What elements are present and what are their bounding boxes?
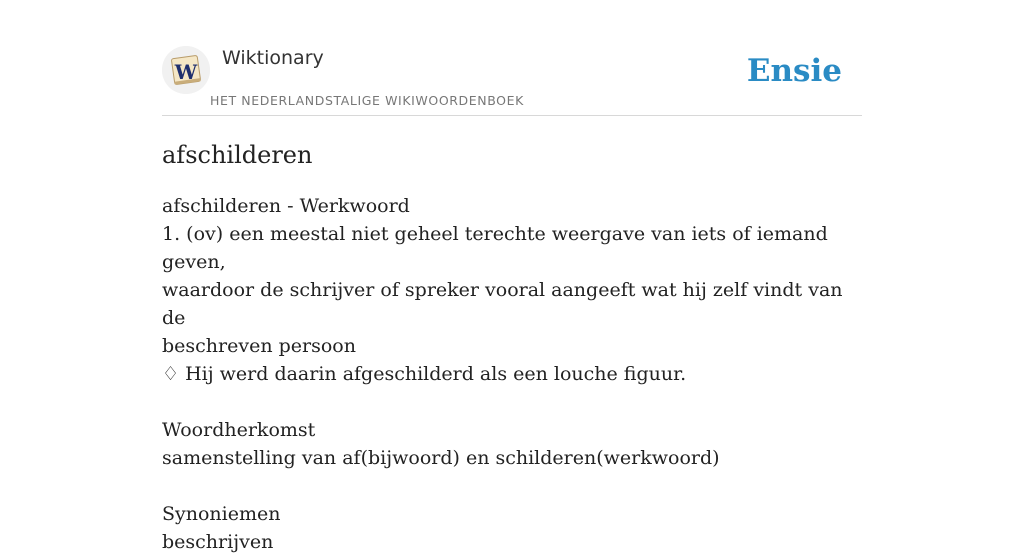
etymology-text: samenstelling van af(bijwoord) en schilderen(werkwoord) bbox=[162, 447, 720, 469]
site-header bbox=[162, 46, 862, 116]
svg-text:W: W bbox=[174, 60, 198, 84]
synonyms-text: beschrijven bbox=[162, 531, 274, 553]
synonyms-heading: Synoniemen bbox=[162, 503, 281, 525]
site-subtitle: HET NEDERLANDSTALIGE WIKIWOORDENBOEK bbox=[210, 93, 524, 108]
page-title: afschilderen bbox=[162, 141, 313, 169]
wiktionary-logo-icon[interactable] bbox=[162, 46, 210, 94]
spacer bbox=[162, 472, 862, 500]
ensie-brand-link[interactable]: Ensie bbox=[746, 53, 842, 89]
entry-heading: afschilderen - Werkwoord bbox=[162, 195, 410, 217]
spacer bbox=[162, 388, 862, 416]
etymology-heading: Woordherkomst bbox=[162, 419, 316, 441]
entry-content bbox=[162, 192, 862, 556]
example-sentence: ♢ Hij werd daarin afgeschilderd als een louche figuur. bbox=[162, 363, 687, 385]
site-name[interactable]: Wiktionary bbox=[222, 47, 324, 69]
definition-line: 1. (ov) een meestal niet geheel terechte weergave van iets of iemand geven, bbox=[162, 223, 828, 273]
definition-line: beschreven persoon bbox=[162, 335, 356, 357]
definition-line: waardoor de schrijver of spreker vooral aangeeft wat hij zelf vindt van de bbox=[162, 279, 843, 329]
